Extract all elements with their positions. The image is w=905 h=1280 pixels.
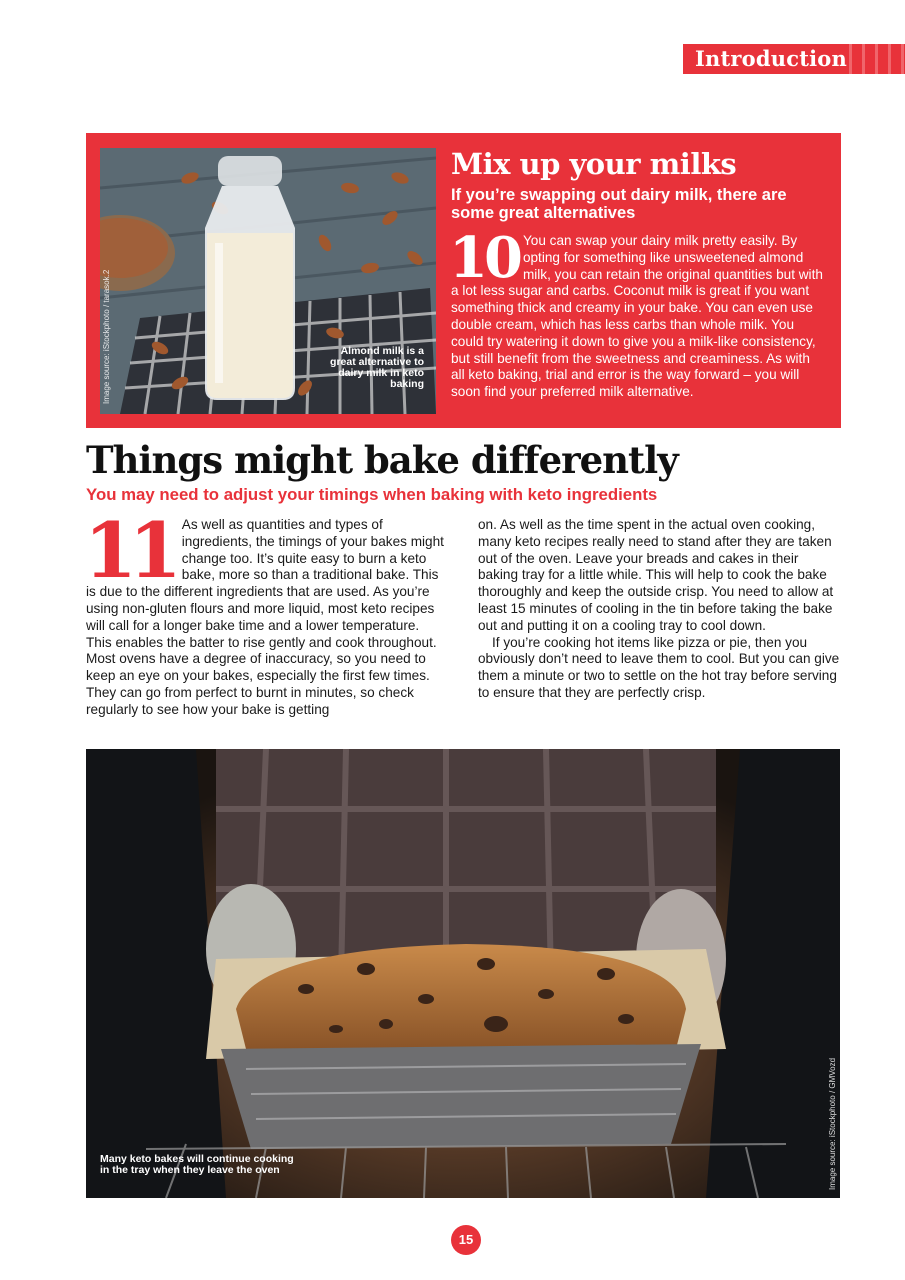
tip-11-text-left: As well as quantities and types of ingredients, the timings of your bakes might change too. It’s quite easy to burn a keto bake, more so than a traditional bake. This is due to the different ingredients that are used. As you’re using non-gluten flours and more liquid, most keto recipes will call for a longer bake time and a lower temperature. This enables the batter to rise gently and cook throughout. Most ovens have a degree of inaccuracy, so you need to keep an eye on your bakes, especially the first few times. They can go from perfect to burnt in minutes, so check regularly to see how your bake is getting [86, 517, 444, 717]
tip-11-text-right-p1: on. As well as the time spent in the actual oven cooking, many keto recipes really need to stand after they are taken out of the oven. Leave your breads and cakes in their baking tray for a little while. This will help to cook the bake thoroughly and keep the outside crisp. You need to allow at least 15 minutes of cooling in the tin before taking the bake out and putting it on a cooling tray to cool down. [478, 517, 834, 633]
tip-11-column-right [478, 517, 842, 702]
oven-bread-illustration [86, 749, 840, 1198]
milk-photo-caption: Almond milk is a great alternative to dairy milk in keto baking [330, 345, 424, 390]
tip-10-title: Mix up your milks [451, 147, 737, 181]
page-number: 15 [451, 1225, 481, 1255]
tip-10-subtitle: If you’re swapping out dairy milk, there are some great alternatives [451, 186, 787, 222]
tip-10-text: You can swap your dairy milk pretty easily. By opting for something like unsweetened almond milk, you can retain the original quantities but with a lot less sugar and carbs. Coconut milk is great if you want something thick and creamy in your bake. You can even use double cream, which has less carbs than whole milk. You could try watering it down to give you a milk-like consistency, but still benefit from the sweetness and creaminess. As with all keto baking, trial and error is the way forward – you will soon find your preferred milk alternative. [451, 233, 823, 400]
tip-10-number: 10 [449, 225, 519, 291]
oven-photo-credit: Image source: iStockphoto / GMVozd [828, 1057, 837, 1190]
tip-11-text-right-p2: If you’re cooking hot items like pizza or pie, then you obviously don’t need to leave them to cool. But you can give them a minute or two to settle on the hot tray before serving to ensure that they are perfectly crisp. [478, 634, 840, 700]
section-label: Introduction [695, 46, 847, 71]
tip-11-number: 11 [84, 506, 174, 595]
tip-11-title: Things might bake differently [86, 438, 678, 482]
milk-photo-credit: Image source: iStockphoto / tarasok.2 [102, 269, 111, 404]
tip-10-body [449, 225, 825, 401]
tip-11-subtitle: You may need to adjust your timings when baking with keto ingredients [86, 485, 658, 504]
oven-photo-caption: Many keto bakes will continue cooking in the tray when they leave the oven [100, 1153, 294, 1176]
tip-11-column-left [84, 506, 446, 719]
oven-bread-photo [86, 749, 840, 1198]
almond-milk-photo [100, 148, 436, 414]
tip-10-box [86, 133, 841, 428]
section-tab [683, 44, 905, 74]
